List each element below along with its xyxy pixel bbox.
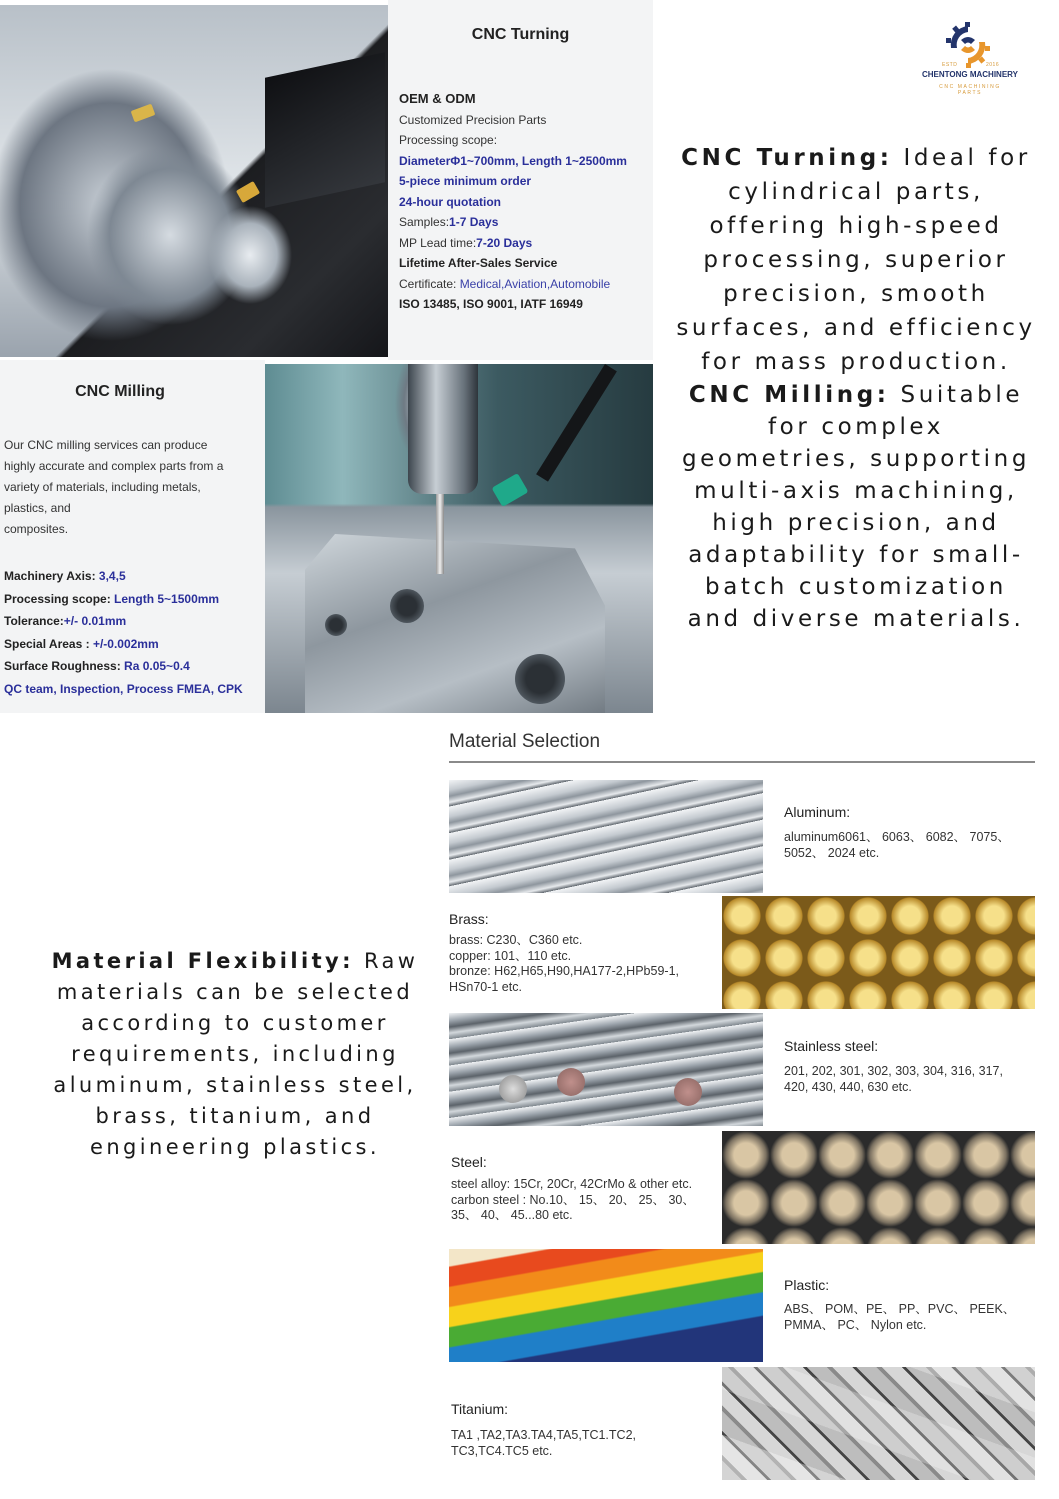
cutting-insert xyxy=(236,181,260,203)
description-line: Our CNC milling services can produce xyxy=(4,438,208,452)
material-grades xyxy=(451,1177,695,1224)
grade-line: copper: 101、110 etc. xyxy=(449,948,572,963)
material-grades xyxy=(784,830,1010,861)
logo-estd: ESTD xyxy=(942,62,958,68)
logo-year: 2016 xyxy=(986,62,1000,68)
material-grades xyxy=(451,1428,636,1459)
milling-spec-list xyxy=(4,565,266,700)
material-grades xyxy=(449,933,679,995)
rod-end xyxy=(499,1075,527,1103)
grade-line: ABS、 POM、PE、 PP、PVC、 PEEK、 xyxy=(784,1302,1016,1316)
aluminum-photo xyxy=(449,780,763,893)
grade-line: aluminum6061、 6063、 6082、 7075、 xyxy=(784,830,1010,844)
grade-line: carbon steel : No.10、 15、 20、 25、 30、 xyxy=(451,1192,695,1207)
grade-line: bronze: H62,H65,H90,HA177-2,HPb59-1, xyxy=(449,964,679,978)
stainless-steel-photo xyxy=(449,1013,763,1126)
material-name: Titanium: xyxy=(451,1401,509,1417)
spec-line: Processing scope: xyxy=(399,133,498,147)
spec-line: Lifetime After-Sales Service xyxy=(399,256,558,270)
rod-end xyxy=(674,1078,702,1106)
spec-line: MP Lead time:7-20 Days xyxy=(399,235,533,250)
turning-label: CNC Turning: xyxy=(681,145,893,171)
milling-label: CNC Milling: xyxy=(688,382,890,408)
spindle xyxy=(408,364,478,494)
title-divider xyxy=(449,761,1035,763)
description-line: variety of materials, including metals, xyxy=(4,480,201,494)
description-line: plastics, and xyxy=(4,501,71,515)
brass-photo xyxy=(722,896,1035,1009)
bolt-hole xyxy=(390,589,424,623)
coolant-hose xyxy=(536,364,617,482)
spec-line: Special Areas : +/-0.002mm xyxy=(4,636,159,651)
end-mill-bit xyxy=(436,494,444,574)
turning-spec-list xyxy=(399,89,659,315)
lathe-tool-holder xyxy=(265,52,385,208)
steel-photo xyxy=(722,1131,1035,1244)
milling-body: Suitable for complex geometries, supporting multi-axis machining, high precision, and adaptability for small-batch customization and diverse materials. xyxy=(681,382,1031,632)
bolt-hole xyxy=(325,614,347,636)
description-line: composites. xyxy=(4,522,69,536)
spec-line: Processing scope: Length 5~1500mm xyxy=(4,591,220,606)
grade-line: 420, 430, 440, 630 etc. xyxy=(784,1079,912,1094)
grade-line: TA1 ,TA2,TA3.TA4,TA5,TC1.TC2, xyxy=(451,1428,636,1442)
coolant-nozzle xyxy=(492,473,529,507)
grade-line: 201, 202, 301, 302, 303, 304, 316, 317, xyxy=(784,1064,1003,1078)
flexibility-label: Material Flexibility: xyxy=(51,949,354,973)
grade-line: 35、 40、 45...80 etc. xyxy=(451,1208,573,1222)
spec-line: 5-piece minimum order xyxy=(399,174,532,188)
material-name: Stainless steel: xyxy=(784,1038,879,1054)
grade-line: 5052、 2024 etc. xyxy=(784,845,880,860)
material-flexibility xyxy=(45,946,425,1163)
chentong-logo xyxy=(905,20,1035,115)
spec-line: Machinery Axis: 3,4,5 xyxy=(4,569,126,583)
material-selection-title: Material Selection xyxy=(449,731,601,752)
cnc-turning-photo xyxy=(0,5,388,357)
cnc-milling-panel xyxy=(0,360,265,713)
milling-description-text xyxy=(676,379,1036,635)
turning-title: CNC Turning xyxy=(471,26,570,43)
spec-line: Customized Precision Parts xyxy=(399,112,547,127)
spec-line: Certificate: Medical,Aviation,Automobile xyxy=(399,276,611,291)
grade-line: brass: C230、C360 etc. xyxy=(449,933,583,947)
logo-brand-name: CHENTONG MACHINERY xyxy=(921,70,1018,79)
milling-description xyxy=(4,435,254,540)
grade-line: PMMA、 PC、 Nylon etc. xyxy=(784,1317,927,1332)
material-grades xyxy=(784,1302,1015,1333)
milling-title: CNC Milling xyxy=(75,383,165,400)
spec-line: Surface Roughness: Ra 0.05~0.4 xyxy=(4,659,190,673)
rod-end xyxy=(557,1068,585,1096)
grade-line: steel alloy: 15Cr, 20Cr, 42CrMo & other etc. xyxy=(451,1177,693,1191)
cutting-insert xyxy=(131,104,156,123)
titanium-photo xyxy=(722,1367,1035,1480)
material-grades xyxy=(784,1064,1003,1095)
spec-line: ISO 13485, ISO 9001, IATF 16949 xyxy=(399,297,583,311)
cnc-turning-panel xyxy=(388,0,653,360)
material-name: Brass: xyxy=(449,911,489,927)
grade-line: HSn70-1 etc. xyxy=(449,979,522,994)
spec-line: Tolerance:+/- 0.01mm xyxy=(4,614,127,628)
turning-description xyxy=(676,141,1036,379)
plastic-photo xyxy=(449,1249,763,1362)
material-name: Plastic: xyxy=(784,1277,830,1293)
bolt-hole xyxy=(515,654,565,704)
spec-line: OEM & ODM xyxy=(399,91,476,106)
spec-line: 24-hour quotation xyxy=(399,194,501,209)
turning-body: Ideal for cylindrical parts, offering high-speed processing, superior precision, smooth surfaces, and efficiency for mass production. xyxy=(676,145,1036,375)
cnc-milling-photo xyxy=(265,364,653,713)
logo-tagline: CNC MACHINING PARTS xyxy=(939,84,1001,96)
grade-line: TC3,TC4.TC5 etc. xyxy=(451,1443,553,1458)
process-description xyxy=(676,141,1036,635)
flexibility-body: Raw materials can be selected according to customer requirements, including aluminum, stainless steel, brass, titanium, and engineering plastics. xyxy=(53,949,419,1159)
description-line: highly accurate and complex parts from a xyxy=(4,459,224,473)
spec-line: DiameterΦ1~700mm, Length 1~2500mm xyxy=(399,153,627,168)
material-name: Steel: xyxy=(451,1154,487,1170)
spec-line: QC team, Inspection, Process FMEA, CPK xyxy=(4,681,243,696)
spec-line: Samples:1-7 Days xyxy=(399,215,499,229)
material-name: Aluminum: xyxy=(784,804,851,820)
